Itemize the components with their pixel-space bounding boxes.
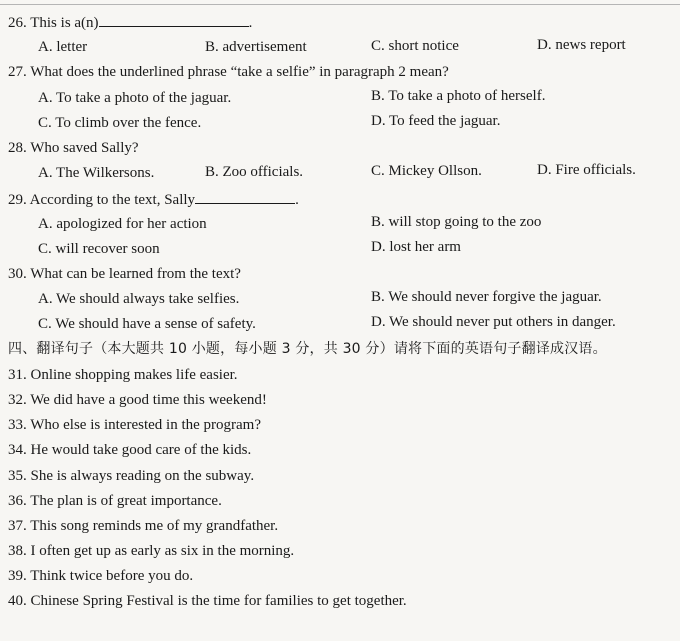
- option-28-b: B. Zoo officials.: [205, 164, 304, 180]
- question-26-stem: [8, 12, 252, 32]
- translation-item-34: 34. He would take good care of the kids.: [8, 442, 252, 458]
- option-29-c: C. will recover soon: [38, 241, 160, 257]
- translation-item-36: 36. The plan is of great importance.: [8, 493, 222, 509]
- translation-item-37: 37. This song reminds me of my grandfather.: [8, 518, 279, 534]
- option-29-a: A. apologized for her action: [38, 216, 207, 232]
- translation-item-31: 31. Online shopping makes life easier.: [8, 367, 238, 383]
- section-heading: 四、翻译句子（本大题共 10 小题，每小题 3 分，共 30 分）请将下面的英语句子翻译成汉语。: [8, 341, 607, 357]
- option-26-c: C. short notice: [371, 38, 459, 54]
- question-29-period: .: [295, 192, 299, 208]
- option-30-d: D. We should never put others in danger.: [371, 314, 616, 330]
- question-30-stem: 30. What can be learned from the text?: [8, 266, 241, 282]
- translation-item-39: 39. Think twice before you do.: [8, 568, 194, 584]
- translation-item-35: 35. She is always reading on the subway.: [8, 468, 255, 484]
- option-27-d: D. To feed the jaguar.: [371, 113, 501, 129]
- question-27-stem: 27. What does the underlined phrase “take a selfie” in paragraph 2 mean?: [8, 64, 449, 80]
- top-rule: [0, 4, 680, 5]
- answer-blank: [195, 189, 295, 204]
- option-26-a: A. letter: [38, 39, 88, 55]
- option-26-b: B. advertisement: [205, 39, 307, 55]
- translation-item-38: 38. I often get up as early as six in the morning.: [8, 543, 295, 559]
- option-29-d: D. lost her arm: [371, 239, 461, 255]
- option-27-a: A. To take a photo of the jaguar.: [38, 90, 232, 106]
- question-28-stem: 28. Who saved Sally?: [8, 140, 139, 156]
- option-30-a: A. We should always take selfies.: [38, 291, 240, 307]
- option-27-c: C. To climb over the fence.: [38, 115, 202, 131]
- question-26-period: .: [248, 15, 253, 31]
- translation-item-32: 32. We did have a good time this weekend!: [8, 392, 267, 408]
- option-28-a: A. The Wilkersons.: [38, 165, 155, 181]
- option-26-d: D. news report: [537, 37, 626, 53]
- option-28-d: D. Fire officials.: [537, 162, 636, 178]
- option-28-c: C. Mickey Ollson.: [371, 163, 482, 179]
- option-29-b: B. will stop going to the zoo: [371, 214, 542, 230]
- option-30-b: B. We should never forgive the jaguar.: [371, 289, 602, 305]
- option-27-b: B. To take a photo of herself.: [371, 88, 546, 104]
- question-29-text: 29. According to the text, Sally: [8, 192, 196, 208]
- answer-blank: [99, 12, 249, 27]
- translation-item-40: 40. Chinese Spring Festival is the time for families to get together.: [8, 593, 407, 609]
- option-30-c: C. We should have a sense of safety.: [38, 316, 256, 332]
- question-29-stem: [8, 189, 299, 209]
- question-26-text: 26. This is a(n): [8, 15, 99, 31]
- translation-item-33: 33. Who else is interested in the program?: [8, 417, 261, 433]
